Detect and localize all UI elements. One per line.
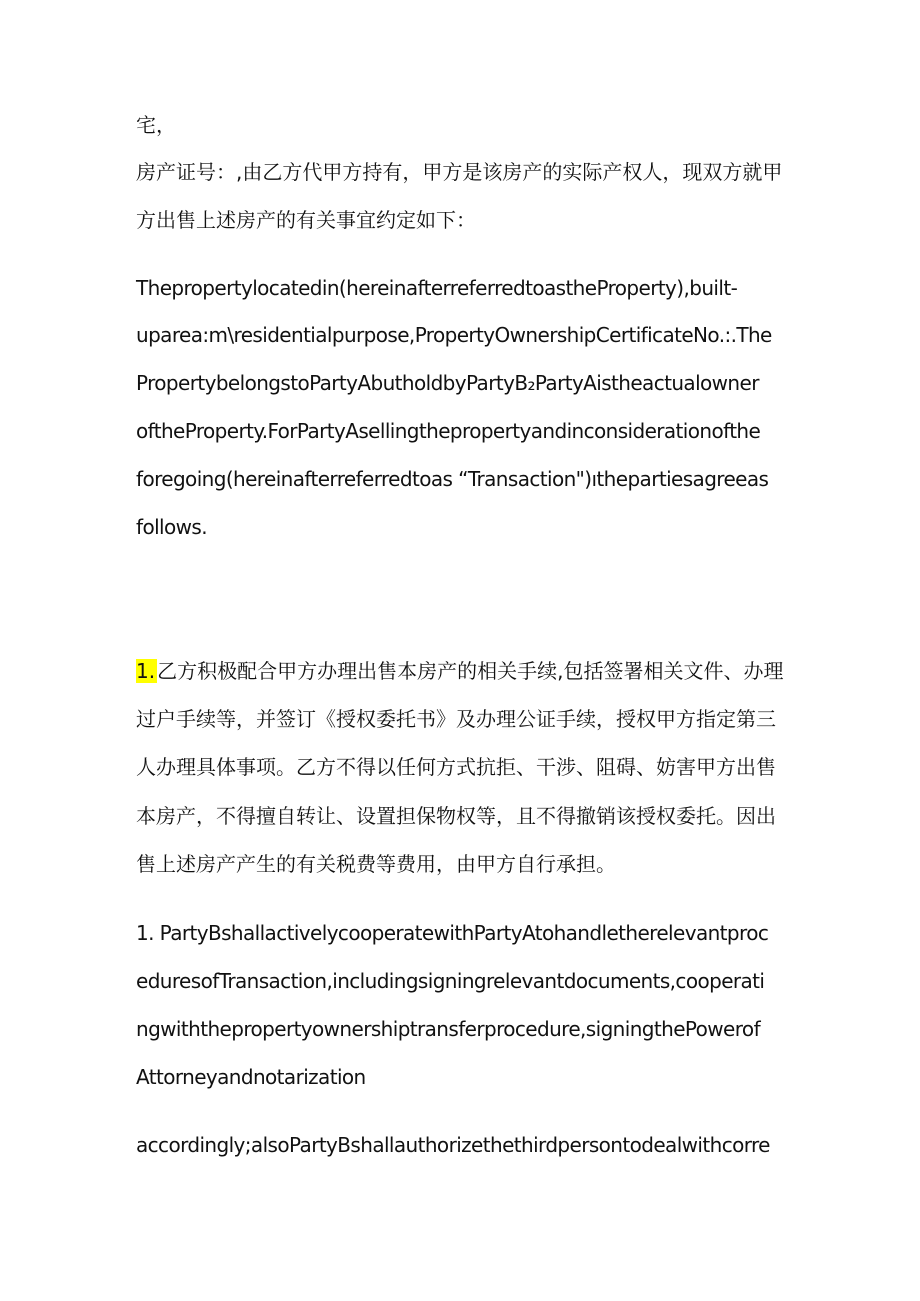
clause1-zh-line-3: 人办理具体事项。乙方不得以任何方式抗拒、干涉、阻碍、妨害甲方出售 (136, 755, 776, 779)
intro-en-line-3: PropertybelongstoPartyAbutholdbyPartyB₂PartyAistheactualowner (136, 371, 759, 395)
clause1-en-line-1: 1. PartyBshallactivelycooperatewithPartyAtohandletherelevantproc (136, 921, 769, 945)
intro-en-line-5: foregoing(hereinafterreferredtoas “Transaction")ıthepartiesagreeas (136, 467, 769, 491)
clause1-zh-text-1: 乙方积极配合甲方办理出售本房产的相关手续,包括签署相关文件、办理 (157, 659, 784, 683)
intro-en-line-2: uparea:m\residentialpurpose,PropertyOwnershipCertificateNo.:.The (136, 323, 772, 347)
clause1-zh-line-4: 本房产，不得擅自转让、设置担保物权等，且不得撤销该授权委托。因出 (136, 804, 776, 828)
intro-en-line-6: follows. (136, 515, 207, 539)
intro-zh-line-3: 方出售上述房产的有关事宜约定如下： (136, 208, 476, 232)
clause1-zh-line-1 (136, 656, 783, 686)
clause1-number-highlight: 1. (136, 659, 156, 683)
clause1-en-line-3: ngwiththepropertyownershiptransferprocedure,signingthePowerof (136, 1017, 761, 1041)
intro-en-line-1: Thepropertylocatedin(hereinafterreferredtoastheProperty),built- (136, 276, 738, 300)
clause1-en-line-2: eduresofTransaction,includingsigningrelevantdocuments,cooperati (136, 969, 765, 993)
clause1-zh-line-2: 过户手续等，并签订《授权委托书》及办理公证手续，授权甲方指定第三 (136, 707, 776, 731)
clause1-en-line-4: Attorneyandnotarization (136, 1065, 366, 1089)
intro-zh-line-2: 房产证号：,由乙方代甲方持有，甲方是该房产的实际产权人，现双方就甲 (136, 160, 783, 184)
clause1-zh-line-5: 售上述房产产生的有关税费等费用，由甲方自行承担。 (136, 852, 616, 876)
clause1-en-continuation: accordingly;alsoPartyBshallauthorizethethirdpersontodealwithcorre (136, 1133, 770, 1157)
intro-en-line-4: oftheProperty.ForPartyAsellingthepropertyandinconsiderationofthe (136, 419, 761, 443)
intro-zh-line-1: 宅， (136, 113, 176, 137)
